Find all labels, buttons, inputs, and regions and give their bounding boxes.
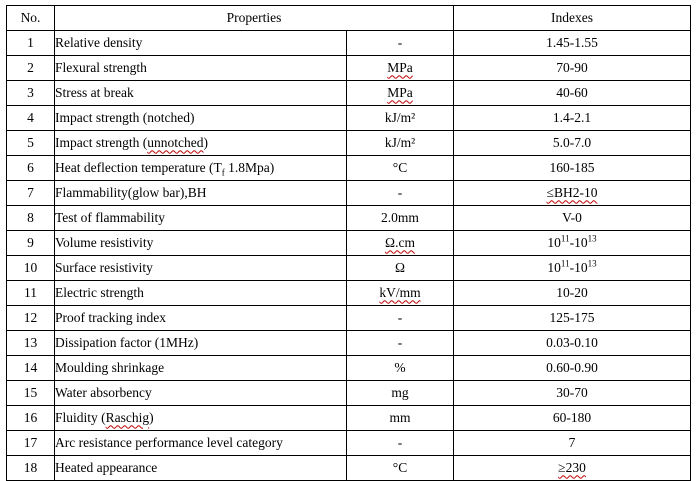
table-row <box>7 31 691 56</box>
cell-property: Dissipation factor (1MHz) <box>55 331 347 356</box>
cell-unit <box>347 281 454 306</box>
cell-index: 60-180 <box>454 406 691 431</box>
cell-no: 15 <box>7 381 55 406</box>
table-row <box>7 81 691 106</box>
cell-no: 11 <box>7 281 55 306</box>
cell-index: 5.0-7.0 <box>454 131 691 156</box>
cell-no: 2 <box>7 56 55 81</box>
column-header-properties: Properties <box>55 6 454 31</box>
table-row <box>7 406 691 431</box>
cell-index-text: ≥230 <box>558 460 586 476</box>
cell-index: 30-70 <box>454 381 691 406</box>
cell-index <box>454 456 691 481</box>
cell-unit: mm <box>347 406 454 431</box>
cell-no: 17 <box>7 431 55 456</box>
table-row <box>7 431 691 456</box>
table-row <box>7 256 691 281</box>
cell-unit: kJ/m² <box>347 106 454 131</box>
cell-no: 14 <box>7 356 55 381</box>
specification-table <box>6 5 691 481</box>
cell-index: $10^{11}-10^{13}$ <box>454 231 691 256</box>
cell-no: 13 <box>7 331 55 356</box>
cell-property: Proof tracking index <box>55 306 347 331</box>
cell-unit: - <box>347 181 454 206</box>
cell-unit: °C <box>347 156 454 181</box>
cell-index: 0.60-0.90 <box>454 356 691 381</box>
cell-property: Fluidity (Raschig) <box>55 406 347 431</box>
table-row <box>7 56 691 81</box>
cell-unit: - <box>347 331 454 356</box>
cell-property: Impact strength (notched) <box>55 106 347 131</box>
cell-unit: - <box>347 431 454 456</box>
cell-no: 18 <box>7 456 55 481</box>
cell-property-emphasis: unnotched <box>147 135 204 151</box>
cell-index: 70-90 <box>454 56 691 81</box>
cell-no: 9 <box>7 231 55 256</box>
cell-unit-text: Ω.cm <box>385 235 415 251</box>
cell-property: Heat deflection temperature ($T_f$ 1.8Mpa) <box>55 156 347 181</box>
cell-unit: kJ/m² <box>347 131 454 156</box>
cell-property: Electric strength <box>55 281 347 306</box>
cell-unit-text: MPa <box>387 85 413 101</box>
cell-property: Volume resistivity <box>55 231 347 256</box>
column-header-no: No. <box>7 6 55 31</box>
cell-no: 6 <box>7 156 55 181</box>
cell-property: Surface resistivity <box>55 256 347 281</box>
cell-index: 0.03-0.10 <box>454 331 691 356</box>
cell-no: 10 <box>7 256 55 281</box>
cell-property: Arc resistance performance level category <box>55 431 347 456</box>
cell-unit-text: MPa <box>387 60 413 76</box>
cell-property: Flammability(glow bar),BH <box>55 181 347 206</box>
cell-index <box>454 181 691 206</box>
cell-unit: °C <box>347 456 454 481</box>
cell-index: 1.45-1.55 <box>454 31 691 56</box>
column-header-indexes: Indexes <box>454 6 691 31</box>
cell-property: Test of flammability <box>55 206 347 231</box>
cell-index: 10-20 <box>454 281 691 306</box>
cell-index: 1.4-2.1 <box>454 106 691 131</box>
cell-index: 7 <box>454 431 691 456</box>
cell-property: Impact strength (unnotched) <box>55 131 347 156</box>
cell-unit-text: kV/mm <box>379 285 421 301</box>
cell-no: 7 <box>7 181 55 206</box>
table-row <box>7 356 691 381</box>
cell-index: 160-185 <box>454 156 691 181</box>
cell-no: 3 <box>7 81 55 106</box>
table-row <box>7 206 691 231</box>
cell-no: 16 <box>7 406 55 431</box>
cell-property: Stress at break <box>55 81 347 106</box>
table-row <box>7 281 691 306</box>
cell-no: 5 <box>7 131 55 156</box>
cell-index: V-0 <box>454 206 691 231</box>
cell-unit: mg <box>347 381 454 406</box>
table-row <box>7 231 691 256</box>
table-row <box>7 156 691 181</box>
cell-index: $10^{11}-10^{13}$ <box>454 256 691 281</box>
table-row <box>7 306 691 331</box>
cell-property: Moulding shrinkage <box>55 356 347 381</box>
table-row <box>7 106 691 131</box>
cell-index: 40-60 <box>454 81 691 106</box>
cell-unit: 2.0mm <box>347 206 454 231</box>
cell-unit: - <box>347 306 454 331</box>
table-row <box>7 181 691 206</box>
cell-no: 12 <box>7 306 55 331</box>
cell-property: Relative density <box>55 31 347 56</box>
cell-property-emphasis: Raschig <box>105 410 150 426</box>
cell-unit: % <box>347 356 454 381</box>
cell-unit <box>347 231 454 256</box>
cell-no: 4 <box>7 106 55 131</box>
cell-unit <box>347 81 454 106</box>
cell-no: 8 <box>7 206 55 231</box>
cell-index: 125-175 <box>454 306 691 331</box>
cell-unit <box>347 56 454 81</box>
cell-property: Water absorbency <box>55 381 347 406</box>
table-row <box>7 381 691 406</box>
table-row <box>7 131 691 156</box>
cell-index-text: ≤BH2-10 <box>546 185 598 201</box>
table-row <box>7 331 691 356</box>
cell-property: Flexural strength <box>55 56 347 81</box>
table-header-row <box>7 6 691 31</box>
table-body <box>7 31 691 481</box>
table-row <box>7 456 691 481</box>
cell-unit: - <box>347 31 454 56</box>
cell-property: Heated appearance <box>55 456 347 481</box>
table-header <box>7 6 691 31</box>
cell-unit: Ω <box>347 256 454 281</box>
cell-no: 1 <box>7 31 55 56</box>
